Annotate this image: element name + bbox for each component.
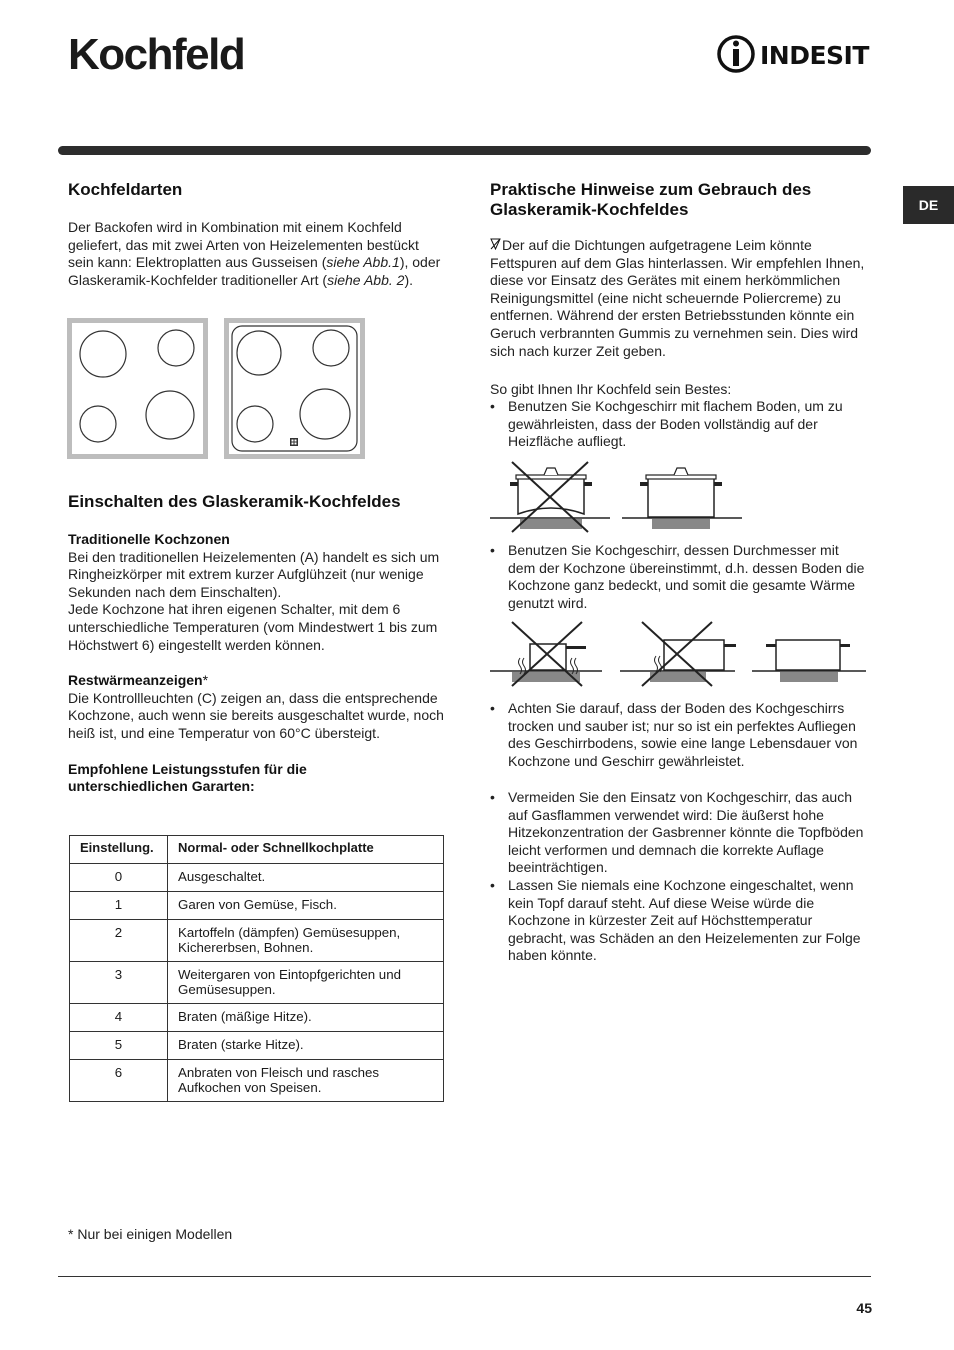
table-cell-description: Weitergaren von Eintopfgerichten und Gemüsesuppen. [168,962,444,1004]
list-item: • Benutzen Sie Kochgeschirr, dessen Durchmesser mit dem der Kochzone übereinstimmt, d.h. dessen Boden die Kochzone ganz bedeckt, und somit die gesamte Wärme genutzt wird. [490,542,868,612]
table-cell-setting: 1 [70,892,168,920]
correct-pot-icon [622,468,742,529]
table-cell-description: Braten (starke Hitze). [168,1032,444,1060]
traditionelle-kochzonen-text-1: Bei den traditionellen Heizelementen (A) handelt es sich um Ringheizkörper mit extrem kurzer Aufglühzeit (nur wenige Sekunden nach dem Einschalten). [68,548,440,600]
table-row [70,892,444,920]
section-heading-praktische-hinweise: Praktische Hinweise zum Gebrauch des Glaskeramik-Kochfeldes [490,180,812,219]
top-divider [58,146,871,155]
tips-list-3 [490,700,868,770]
table-row [70,1032,444,1060]
footnote: * Nur bei einigen Modellen [68,1226,233,1242]
kochfeldarten-text: Der Backofen wird in Kombination mit einem Kochfeld geliefert, das mit zwei Arten von Heizelementen bestückt sein kann: Elektroplatten aus Gusseisen (siehe Abb.1), oder Glaskeramik-Kochfelder traditioneller Art (siehe Abb. 2). [68,219,441,288]
table-row [70,864,444,892]
subheading-traditionelle-kochzonen: Traditionelle Kochzonen [68,531,230,547]
list-item: • Vermeiden Sie den Einsatz von Kochgeschirr, das auch auf Gasflammen verwendet wird: Die äußerst hohe Hitzekonzentration der Gasbrenner könnte die Topfböden leicht verformen und demnach die korrekte Auflage beeinträchtigen. [490,789,868,877]
glass-ceramic-hob-icon [229,323,360,454]
figure-ref-2: siehe Abb. 2 [327,271,405,288]
table-cell-description: Garen von Gemüse, Fisch. [168,892,444,920]
einschalten-content [68,531,448,796]
figure-ref-1: siehe Abb.1 [326,254,400,271]
figure-glass-ceramic-hob [224,318,365,459]
figure-cast-iron-hob [67,318,208,459]
table-header-row [70,836,444,864]
list-item: • Benutzen Sie Kochgeschirr mit flachem Boden, um zu gewährleisten, dass der Boden vollständig auf der Heizfläche aufliegt. [490,398,868,451]
table-row [70,962,444,1004]
tips-list-1 [490,398,868,451]
table-cell-setting: 2 [70,920,168,962]
table-cell-setting: 5 [70,1032,168,1060]
correct-pot-icon [752,640,866,682]
list-item: • Lassen Sie niemals eine Kochzone eingeschaltet, wenn kein Topf darauf steht. Auf diese Weise würde die Kochzone in kürzester Zeit auf Höchsttemperatur gebracht, was Schäden an den Heizelementen zur Folge haben könnte. [490,877,868,965]
warning-paragraph: Der auf die Dichtungen aufgetragene Leim könnte Fettspuren auf dem Glas hinterlassen. Wir empfehlen Ihnen, diese vor Einsatz des Gerätes mit einem herkömmlichen Reinigungsmittel (eine nicht scheuernde Poliercreme) zu entfernen. Während der ersten Betriebsstunden könnte ein Geruch verbrannten Gummis zu vernehmen sein. Dies wird sich nach kurzer Zeit geben. [490,237,865,359]
list-item: • Achten Sie darauf, dass der Boden des Kochgeschirrs trocken und sauber ist; nur so ist ein perfektes Aufliegen des Geschirrbodens, sowie eine lange Lebensdauer von Kochzone und Geschirr gewährleistet. [490,700,868,770]
power-levels-table [69,835,444,1102]
indesit-logo-icon [716,32,876,76]
indesit-logo [716,32,876,76]
page-title: Kochfeld [68,30,245,79]
language-tab: DE [903,186,954,224]
brand-name: INDESIT [760,41,869,70]
table-row [70,920,444,962]
table-cell-setting: 3 [70,962,168,1004]
table-cell-setting: 6 [70,1060,168,1102]
table-cell-description: Ausgeschaltet. [168,864,444,892]
table-cell-setting: 0 [70,864,168,892]
page-number: 45 [856,1300,872,1316]
flat-bottom-illustration [490,458,750,534]
wrong-small-pot-icon [490,622,602,686]
warning-icon [490,237,502,255]
wrong-pot-icon [490,462,610,532]
restwaermeanzeigen-text: Die Kontrollleuchten (C) zeigen an, dass die entsprechende Kochzone, auch wenn sie bereits ausgeschaltet wurde, noch heiß ist, und eine Temperatur von 60°C übersteigt. [68,689,444,741]
table-cell-description: Anbraten von Fleisch und rasches Aufkochen von Speisen. [168,1060,444,1102]
table-row [70,1004,444,1032]
table-cell-setting: 4 [70,1004,168,1032]
section-heading-einschalten: Einschalten des Glaskeramik-Kochfeldes [68,492,401,511]
table-row [70,1060,444,1102]
table-header-description: Normal- oder Schnellkochplatte [168,836,444,864]
table-cell-description: Braten (mäßige Hitze). [168,1004,444,1032]
tips-list-2 [490,542,868,612]
cast-iron-hob-icon [72,323,203,454]
wrong-offset-pot-icon [620,622,736,686]
tips-list-4 [490,789,868,965]
subheading-leistungsstufen: Empfohlene Leistungsstufen für die unterschiedlichen Gararten: [68,760,307,795]
section-heading-kochfeldarten: Kochfeldarten [68,180,183,199]
traditionelle-kochzonen-text-2: Jede Kochzone hat ihren eigenen Schalter, mit dem 6 unterschiedliche Temperaturen (vom Mindestwert 1 bis zum Höchstwert 6) eingestellt werden können. [68,601,438,653]
table-cell-description: Kartoffeln (dämpfen) Gemüsesuppen, Kichererbsen, Bohnen. [168,920,444,962]
subheading-restwaermeanzeigen: Restwärmeanzeigen* [68,672,209,689]
pot-diameter-illustration [490,618,868,688]
bottom-divider [58,1276,871,1277]
table-header-setting: Einstellung. [70,836,168,864]
tips-intro: So gibt Ihnen Ihr Kochfeld sein Bestes: [490,381,732,397]
